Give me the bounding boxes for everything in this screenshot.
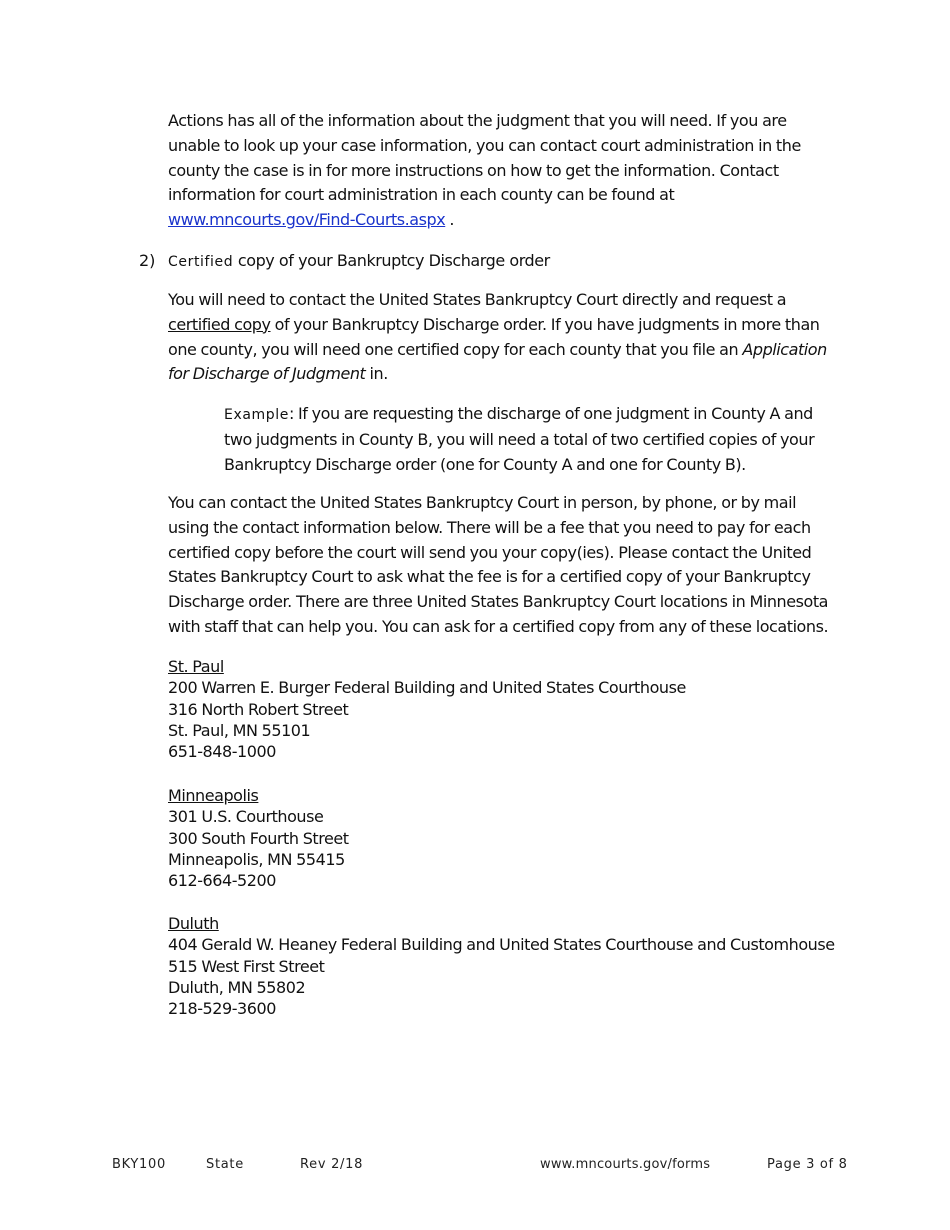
location-st-paul [168,656,686,762]
location-duluth [168,913,835,1019]
intro-text: Actions has all of the information about the judgment that you will need. If you are unable to look up your case information, you can contact court administration in the county the case is in for more instructions on how to get the information. Contact information for court administration in each county can be found at [168,111,801,205]
location-minneapolis [168,785,349,891]
location-building: 404 Gerald W. Heaney Federal Building and United States Courthouse and Customhouse [168,935,835,955]
footer-page-number: Page 3 of 8 [767,1157,848,1172]
para1-text-5: in. [365,364,388,384]
location-building: 301 U.S. Courthouse [168,807,324,827]
list-number: 2) [139,251,156,270]
para1-text-1: You will need to contact the United States Bankruptcy Court directly and request a [168,290,787,309]
example-paragraph [224,402,836,477]
footer-scope: State [206,1157,244,1172]
location-name: St. Paul [168,657,224,676]
footer-revision: Rev 2/18 [300,1157,364,1172]
footer-url: www.mncourts.gov/forms [540,1157,711,1172]
contact-paragraph: You can contact the United States Bankruptcy Court in person, by phone, or by mail using the contact information below. There will be a fee that you need to pay for each certified copy before the court will send you your copy(ies). Please contact the United States Bankruptcy Court to ask what the fee is for a certified copy of your Bankruptcy Discharge order. There are three United States Bankruptcy Court locations in Minnesota with staff that can help you. You can ask for a certified copy from any of these locations. [168,493,829,636]
location-name: Minneapolis [168,786,259,805]
location-phone: 651-848-1000 [168,742,276,762]
certified-copy-term: certified copy [168,314,271,334]
location-phone: 218-529-3600 [168,999,276,1019]
footer-form-id: BKY100 [112,1157,166,1172]
application-title: Application for Discharge of Judgment [168,339,827,384]
location-street: 515 West First Street [168,956,325,976]
intro-after-link: . [445,210,455,230]
location-name: Duluth [168,914,219,933]
certified-copy-paragraph [168,288,836,387]
list-item-rest: copy of your Bankruptcy Discharge order [233,251,550,270]
location-street: 300 South Fourth Street [168,828,349,848]
location-street: 316 North Robert Street [168,699,349,719]
location-building: 200 Warren E. Burger Federal Building and United States Courthouse [168,678,686,698]
list-item-heading [168,249,550,275]
location-city: Duluth, MN 55802 [168,977,306,997]
example-label: Example [224,407,289,423]
list-item-lead: Certified [168,254,234,270]
location-city: St. Paul, MN 55101 [168,720,311,740]
location-city: Minneapolis, MN 55415 [168,849,345,869]
example-text: : If you are requesting the discharge of one judgment in County A and two judgments in County B, you will need a total of two certified copies of your Bankruptcy Discharge order (one for County A and one for County B). [224,404,815,474]
intro-paragraph [168,109,836,233]
find-courts-link[interactable]: www.mncourts.gov/Find-Courts.aspx [168,210,446,230]
location-phone: 612-664-5200 [168,871,276,891]
para1-text-3: of your Bankruptcy Discharge order. If you have judgments in more than one county, you will need one certified copy for each county that you file an [168,314,820,359]
